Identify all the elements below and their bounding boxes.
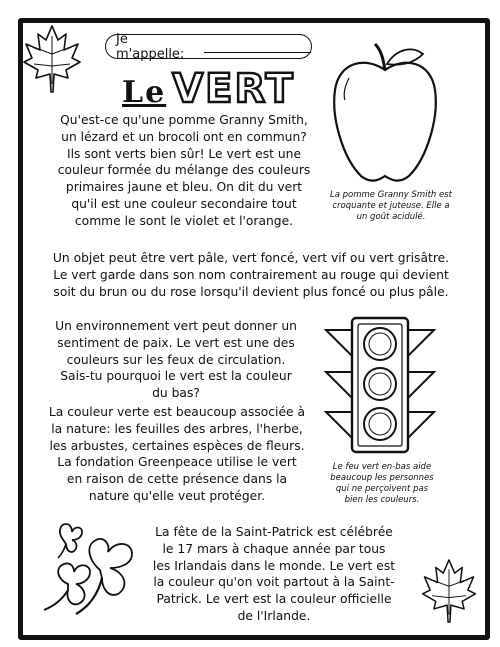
maple-leaf-icon — [420, 558, 478, 624]
paragraph-saint-patrick: La fête de la Saint-Patrick est célébrée le 17 mars à chaque année par tous les Irlandais dans le monde. Le vert est la couleur qu'on voit partout à la Saint-Patrick. Le vert est la couleur officielle de l'Irlande. — [152, 525, 396, 623]
name-label: Je m'appelle: — [116, 31, 185, 62]
traffic-light-icon — [322, 316, 438, 456]
title-prefix: Le — [122, 75, 167, 110]
shamrock-icon — [32, 510, 150, 618]
apple-icon — [325, 38, 445, 188]
apple-caption: La pomme Granny Smith est croquante et juteuse. Elle a un goût acidulé. — [330, 190, 452, 222]
page-title — [122, 66, 295, 112]
paragraph-shades: Un objet peut être vert pâle, vert foncé, vert vif ou vert grisâtre. Le vert garde dans son nom contrairement au rouge qui devient soit du brun ou du rose lorsqu'il devient plus foncé ou plus pâle. — [52, 251, 450, 299]
traffic-caption: Le feu vert en-bas aide beaucoup les personnes qui ne perçoivent pas bien les couleurs. — [330, 462, 434, 505]
name-line — [204, 40, 311, 53]
paragraph-nature: La couleur verte est beaucoup associée à la nature: les feuilles des arbres, l'herbe, les arbustes, certaines espèces de fleurs. La fondation Greenpeace utilise le vert en raison de cette présence dans la nature qu'elle veut protéger. — [48, 405, 306, 503]
paragraph-intro: Qu'est-ce qu'une pomme Granny Smith, un lézard et un brocoli ont en commun? Ils sont verts bien sûr! Le vert est une couleur formée du mélange des couleurs primaires jaune et bleu. On dit du vert qu'il est une couleur secondaire tout comme le sont le violet et l'orange. — [57, 113, 311, 228]
title-word: VERT — [172, 66, 295, 112]
name-field[interactable] — [105, 31, 312, 62]
paragraph-environment: Un environnement vert peut donner un sentiment de paix. Le vert est une des couleurs sur les feux de circulation. Sais-tu pourquoi le vert est la couleur du bas? — [55, 319, 297, 401]
maple-leaf-icon — [22, 24, 82, 94]
